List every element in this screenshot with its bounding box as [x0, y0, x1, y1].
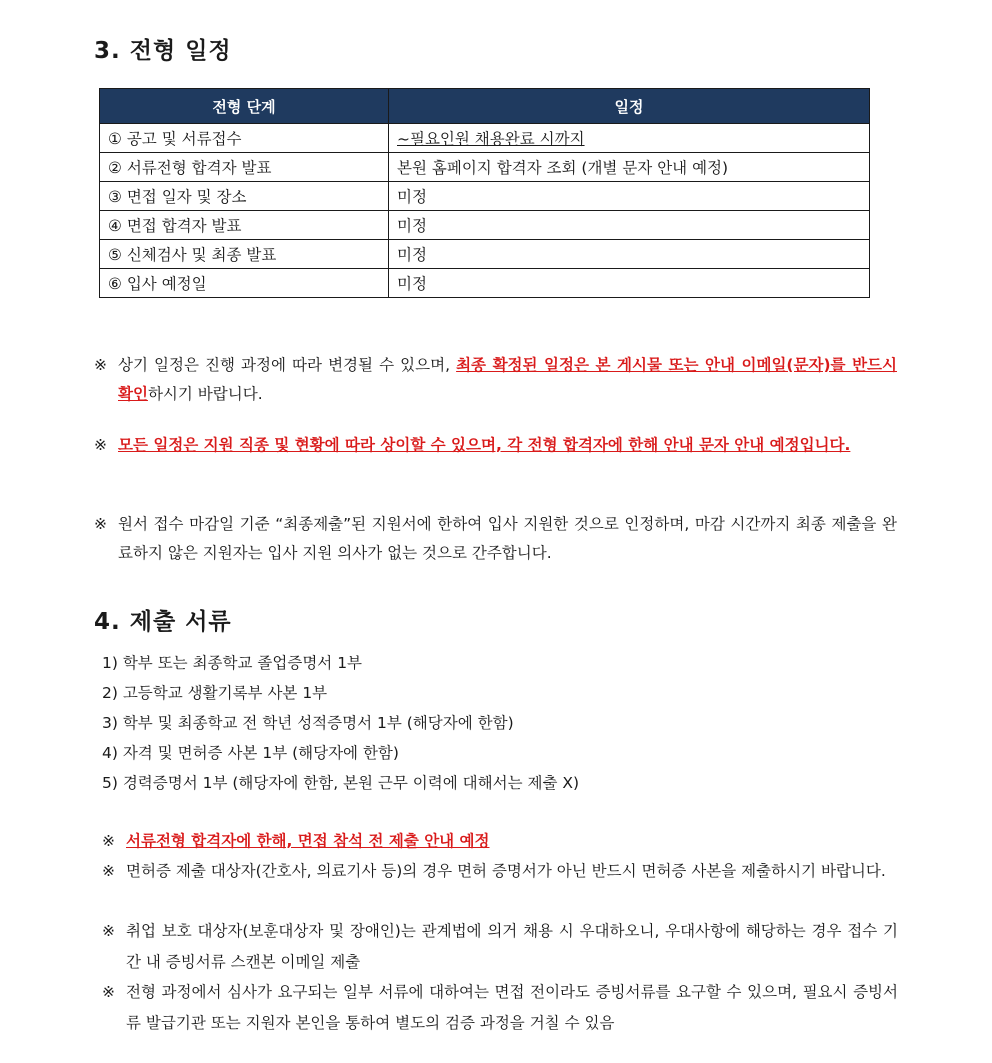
schedule-text: ~필요인원 채용완료 시까지: [397, 130, 585, 148]
stage-cell: ① 공고 및 서류접수: [100, 124, 389, 153]
note-mark: ※: [102, 832, 115, 850]
note-mark: ※: [102, 862, 115, 880]
stage-cell: ⑤ 신체검사 및 최종 발표: [100, 240, 389, 269]
note-3-text: 원서 접수 마감일 기준 “최종제출”된 지원서에 한하여 입사 지원한 것으로 인정하며, 마감 시간까지 최종 제출을 완료하지 않은 지원자는 입사 지원 의사가 없는 것으로 간주합니다.: [118, 515, 897, 562]
submission-note-2: [102, 856, 898, 887]
submission-note-3: [102, 916, 898, 978]
header-schedule: 일정: [389, 89, 870, 124]
schedule-note-3: [94, 510, 897, 568]
submission-note-4-text: 전형 과정에서 심사가 요구되는 일부 서류에 대하여는 면접 전이라도 증빙서류를 요구할 수 있으며, 필요시 증빙서류 발급기관 또는 지원자 본인을 통하여 별도의 검증 과정을 거칠 수 있음: [126, 983, 898, 1032]
note-mark: ※: [102, 922, 115, 940]
list-item: 2) 고등학교 생활기록부 사본 1부: [102, 684, 328, 702]
stage-cell: ⑥ 입사 예정일: [100, 269, 389, 298]
schedule-cell: [389, 124, 870, 153]
list-item: 1) 학부 또는 최종학교 졸업증명서 1부: [102, 654, 363, 672]
submission-note-3-text: 취업 보호 대상자(보훈대상자 및 장애인)는 관계법에 의거 채용 시 우대하오니, 우대사항에 해당하는 경우 접수 기간 내 증빙서류 스캔본 이메일 제출: [126, 922, 898, 971]
schedule-cell: 미정: [389, 211, 870, 240]
table-header-row: [100, 89, 870, 124]
submission-note-2-text: 면허증 제출 대상자(간호사, 의료기사 등)의 경우 면허 증명서가 아닌 반드시 면허증 사본을 제출하시기 바랍니다.: [126, 862, 886, 880]
table-row: [100, 153, 870, 182]
submission-note-4: [102, 977, 898, 1039]
schedule-note-1: [94, 351, 897, 409]
section-4-title: 4. 제출 서류: [94, 609, 232, 635]
note-1-tail: 하시기 바랍니다.: [147, 385, 263, 403]
schedule-table: [99, 88, 870, 298]
note-mark: ※: [94, 436, 107, 454]
submission-note-1-highlight: 서류전형 합격자에 한해, 면접 참석 전 제출 안내 예정: [126, 832, 490, 850]
schedule-cell: 미정: [389, 240, 870, 269]
schedule-note-2: [94, 431, 897, 460]
note-mark: ※: [94, 515, 107, 533]
note-mark: ※: [102, 983, 115, 1001]
schedule-cell: 미정: [389, 269, 870, 298]
stage-cell: ③ 면접 일자 및 장소: [100, 182, 389, 211]
stage-cell: ④ 면접 합격자 발표: [100, 211, 389, 240]
note-1-highlight: 최종 확정된 일정은 본 게시물 또는 안내 이메일(문자)를 반드시 확인: [118, 356, 897, 403]
table-row: [100, 211, 870, 240]
table-row: [100, 269, 870, 298]
table-row: [100, 182, 870, 211]
document-list: [102, 648, 579, 798]
table-row: [100, 240, 870, 269]
list-item: 4) 자격 및 면허증 사본 1부 (해당자에 한함): [102, 744, 399, 762]
submission-note-1: [102, 826, 898, 857]
section-3-title: 3. 전형 일정: [94, 38, 232, 64]
schedule-cell: 본원 홈페이지 합격자 조회 (개별 문자 안내 예정): [389, 153, 870, 182]
header-stage: 전형 단계: [100, 89, 389, 124]
table-row: [100, 124, 870, 153]
note-2-highlight: 모든 일정은 지원 직종 및 현황에 따라 상이할 수 있으며, 각 전형 합격자에 한해 안내 문자 안내 예정입니다.: [118, 436, 851, 454]
schedule-cell: 미정: [389, 182, 870, 211]
list-item: 5) 경력증명서 1부 (해당자에 한함, 본원 근무 이력에 대해서는 제출 X): [102, 774, 580, 792]
list-item: 3) 학부 및 최종학교 전 학년 성적증명서 1부 (해당자에 한함): [102, 714, 514, 732]
note-mark: ※: [94, 356, 107, 374]
note-1-text: 상기 일정은 진행 과정에 따라 변경될 수 있으며,: [118, 356, 457, 374]
stage-cell: ② 서류전형 합격자 발표: [100, 153, 389, 182]
